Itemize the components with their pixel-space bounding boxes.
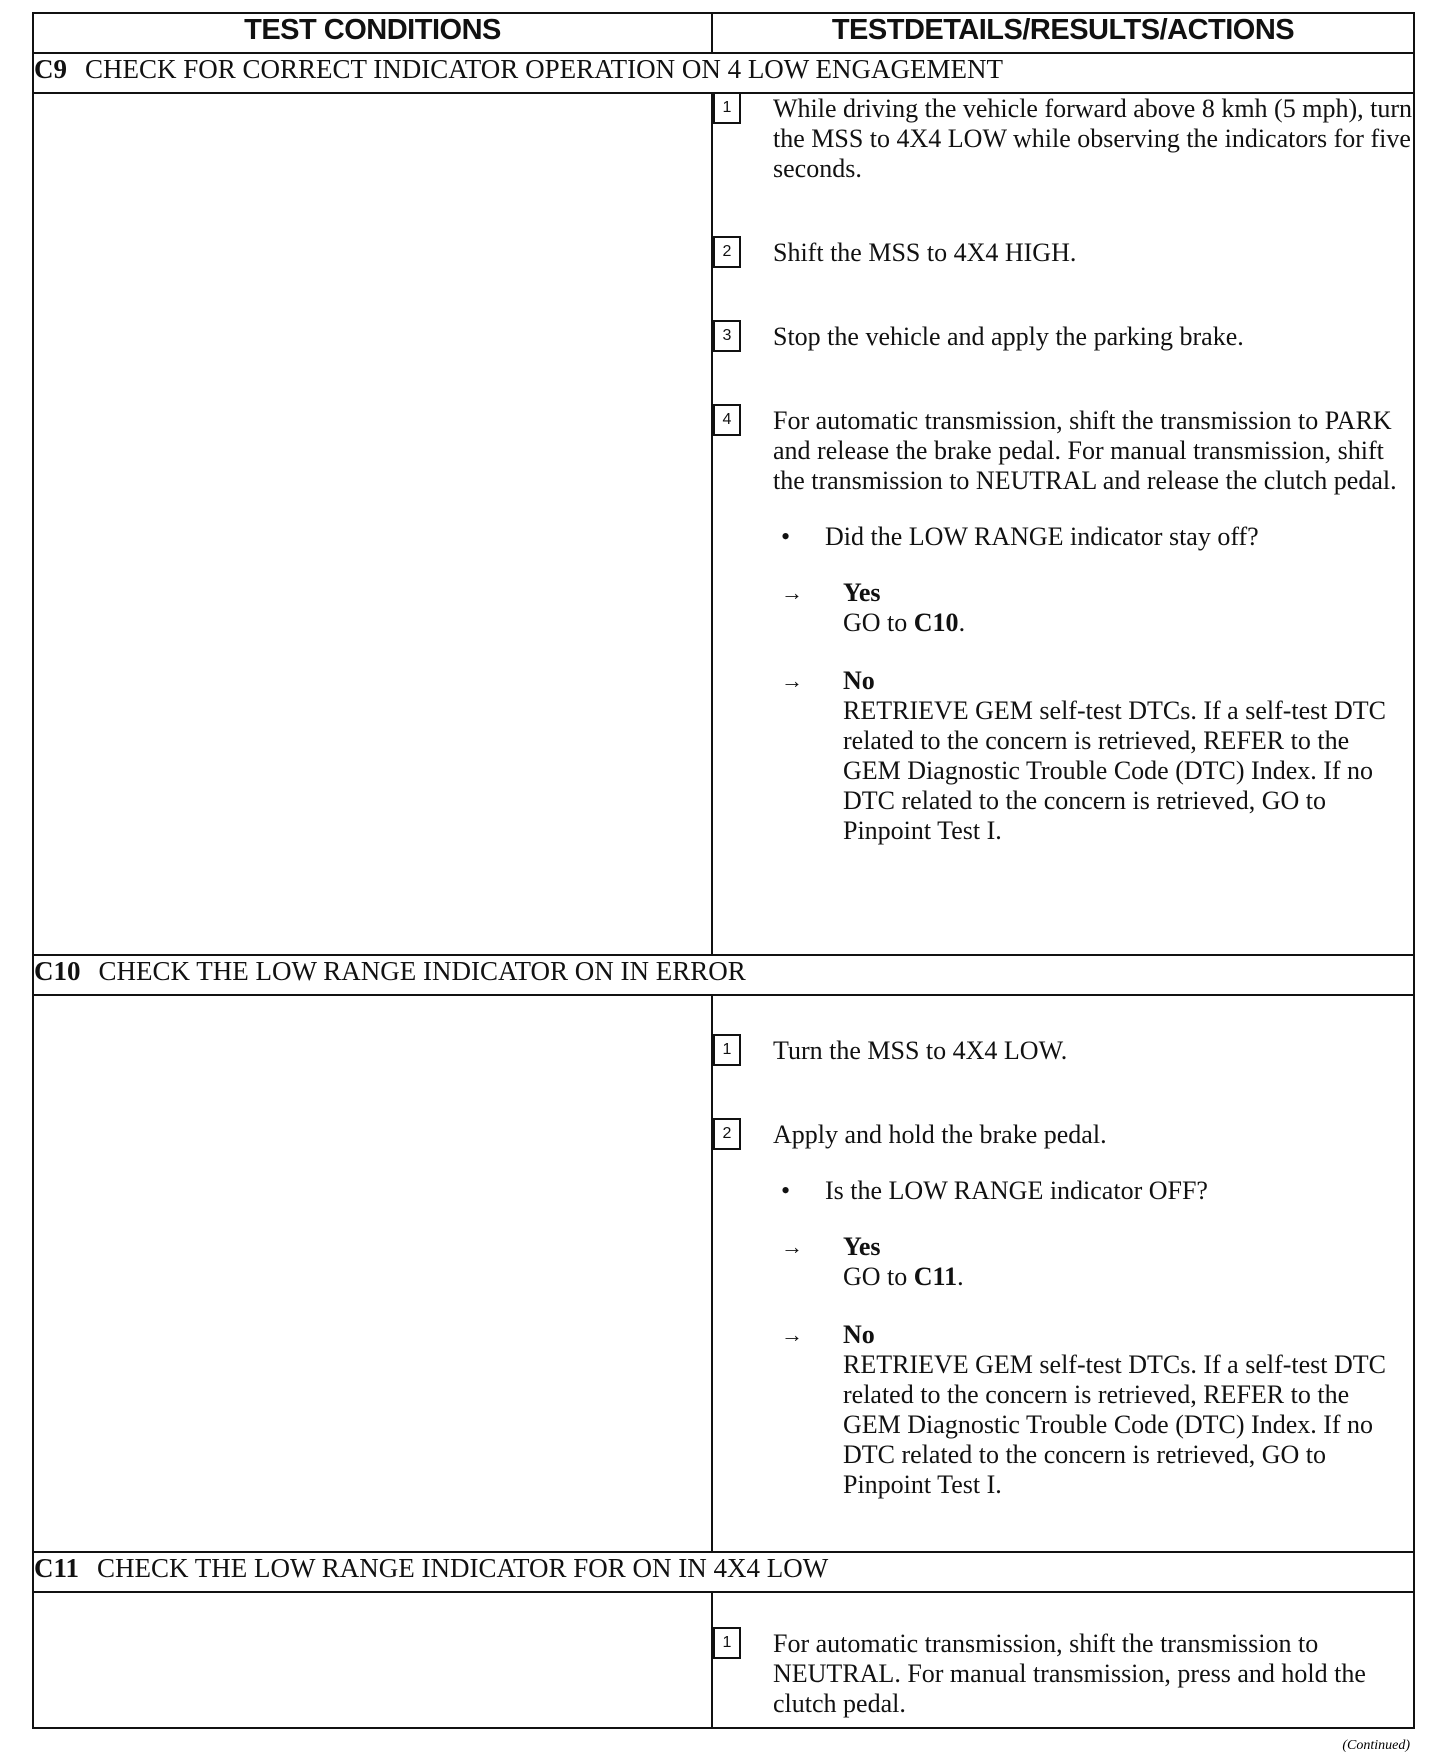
answer-text: RETRIEVE GEM self-test DTCs. If a self-test DTC related to the concern is retrieved, REFER to the GEM Diagnostic Trouble Code (DTC) Index. If no DTC related to the concern is retrieved, GO to Pinpoint Test I. xyxy=(843,696,1387,845)
test-conditions-cell xyxy=(33,995,712,1552)
section-c9-title-row xyxy=(33,53,1414,93)
step-text: For automatic transmission, shift the transmission to PARK and release the brake pedal. For manual transmission, shift the transmission to NEUTRAL and release the clutch pedal. xyxy=(773,406,1397,495)
answer-no xyxy=(713,666,1413,846)
arrow-right-icon: → xyxy=(781,1322,803,1347)
question-text: Is the LOW RANGE indicator OFF? xyxy=(825,1176,1208,1205)
question-text: Did the LOW RANGE indicator stay off? xyxy=(825,522,1259,551)
section-c11-title-row xyxy=(33,1552,1414,1592)
step-1 xyxy=(713,94,1413,184)
answer-label: Yes xyxy=(843,578,881,607)
section-id: C9 xyxy=(34,54,67,84)
answer-label: No xyxy=(843,666,875,695)
arrow-right-icon: → xyxy=(781,668,803,693)
section-c11-body xyxy=(33,1592,1414,1728)
table-header xyxy=(33,13,1414,53)
answer-text: RETRIEVE GEM self-test DTCs. If a self-test DTC related to the concern is retrieved, REFER to the GEM Diagnostic Trouble Code (DTC) Index. If no DTC related to the concern is retrieved, GO to Pinpoint Test I. xyxy=(843,1350,1387,1499)
answer-no xyxy=(713,1320,1413,1500)
header-test-conditions: TEST CONDITIONS xyxy=(33,13,712,53)
section-c10-title-row xyxy=(33,955,1414,995)
step-text: Stop the vehicle and apply the parking brake. xyxy=(773,322,1244,351)
diagnostic-page xyxy=(32,12,1413,1729)
section-c9-body xyxy=(33,93,1414,955)
goto-link[interactable]: C11 xyxy=(913,1262,958,1291)
pinpoint-test-table xyxy=(32,12,1415,1729)
answer-label: No xyxy=(843,1320,875,1349)
section-id: C10 xyxy=(34,956,81,986)
step-number-box: 2 xyxy=(713,1118,741,1150)
step-text: Shift the MSS to 4X4 HIGH. xyxy=(773,238,1077,267)
step-number-box: 1 xyxy=(713,1627,741,1659)
header-test-details: TESTDETAILS/RESULTS/ACTIONS xyxy=(712,13,1414,53)
question xyxy=(713,1176,1413,1206)
step-number-box: 4 xyxy=(713,404,741,436)
answer-yes xyxy=(713,578,1413,638)
section-title: CHECK THE LOW RANGE INDICATOR FOR ON IN 4X4 LOW xyxy=(97,1553,829,1583)
step-number-box: 1 xyxy=(713,92,741,124)
arrow-right-icon: → xyxy=(781,1234,803,1259)
test-conditions-cell xyxy=(33,1592,712,1728)
step-number-box: 2 xyxy=(713,236,741,268)
step-2 xyxy=(713,238,1413,268)
answer-text: GO to C11. xyxy=(843,1262,964,1291)
bullet-icon: • xyxy=(781,1176,791,1205)
section-id: C11 xyxy=(34,1553,80,1583)
step-number-box: 3 xyxy=(713,320,741,352)
section-title: CHECK THE LOW RANGE INDICATOR ON IN ERROR xyxy=(98,956,746,986)
test-details-cell xyxy=(712,1592,1414,1728)
goto-link[interactable]: C10 xyxy=(913,608,959,637)
step-text: Turn the MSS to 4X4 LOW. xyxy=(773,1036,1068,1065)
question xyxy=(713,522,1413,552)
answer-yes xyxy=(713,1232,1413,1292)
test-details-cell xyxy=(712,93,1414,955)
section-title: CHECK FOR CORRECT INDICATOR OPERATION ON 4 LOW ENGAGEMENT xyxy=(85,54,1004,84)
section-c10-body xyxy=(33,995,1414,1552)
step-text: Apply and hold the brake pedal. xyxy=(773,1120,1107,1149)
step-1 xyxy=(713,1036,1413,1066)
answer-text: GO to C10. xyxy=(843,608,966,637)
step-text: While driving the vehicle forward above 8 kmh (5 mph), turn the MSS to 4X4 LOW while observing the indicators for five seconds. xyxy=(773,94,1412,183)
test-details-cell xyxy=(712,995,1414,1552)
step-number-box: 1 xyxy=(713,1034,741,1066)
step-1 xyxy=(713,1629,1413,1719)
bullet-icon: • xyxy=(781,522,791,551)
step-2 xyxy=(713,1120,1413,1150)
arrow-right-icon: → xyxy=(781,580,803,605)
answer-label: Yes xyxy=(843,1232,881,1261)
continued-note: (Continued) xyxy=(1342,1738,1410,1753)
step-4 xyxy=(713,406,1413,496)
step-text: For automatic transmission, shift the transmission to NEUTRAL. For manual transmission, press and hold the clutch pedal. xyxy=(773,1629,1366,1718)
test-conditions-cell xyxy=(33,93,712,955)
step-3 xyxy=(713,322,1413,352)
